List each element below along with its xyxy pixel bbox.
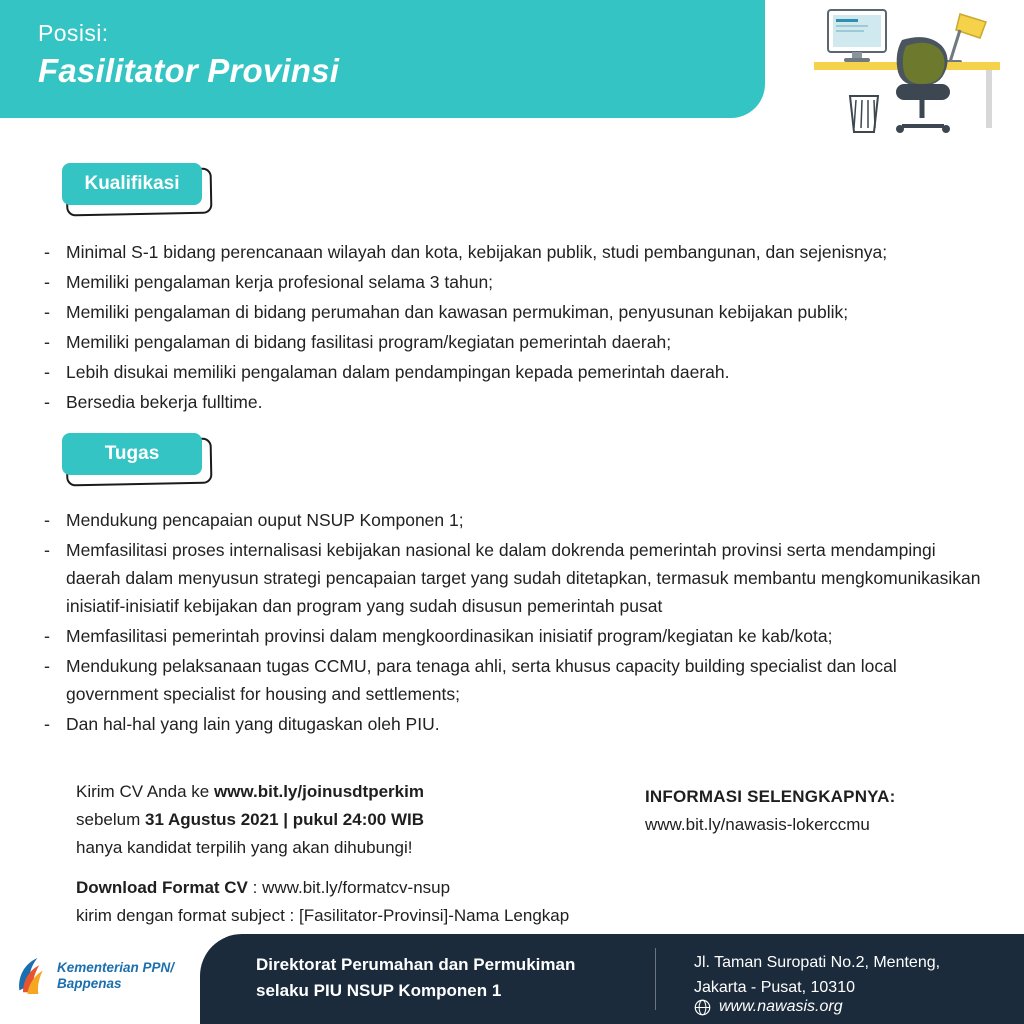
download-cv-link[interactable]: : www.bit.ly/formatcv-nsup	[247, 878, 451, 897]
footer-website[interactable]	[694, 998, 843, 1016]
list-item-text: Mendukung pelaksanaan tugas CCMU, para tenaga ahli, serta khusus capacity building specialist dan local government specialist for housing and settlements;	[66, 656, 897, 704]
list-item-text: Mendukung pencapaian ouput NSUP Komponen 1;	[66, 510, 464, 530]
apply-line-1	[76, 778, 636, 806]
bullet-dash: -	[44, 626, 50, 646]
section-tag-tugas	[62, 433, 212, 487]
list-item	[44, 652, 989, 708]
bullet-dash: -	[44, 362, 50, 382]
section-tag-kualifikasi	[62, 163, 212, 217]
list-item	[44, 710, 989, 738]
list-item-text: Memiliki pengalaman di bidang perumahan dan kawasan permukiman, penyusunan kebijakan publik;	[66, 302, 849, 322]
org-line-2: selaku PIU NSUP Komponen 1	[256, 981, 502, 1000]
footer-dark-band	[200, 934, 1024, 1024]
bullet-dash: -	[44, 392, 50, 412]
bappenas-logo	[14, 954, 174, 998]
list-item-text: Memiliki pengalaman kerja profesional selama 3 tahun;	[66, 272, 494, 292]
globe-icon	[694, 999, 711, 1016]
bullet-dash: -	[44, 332, 50, 352]
position-label: Posisi:	[38, 20, 109, 46]
bullet-dash: -	[44, 302, 50, 322]
apply-line-4	[76, 874, 636, 902]
kualifikasi-list	[44, 238, 1004, 418]
apply-line-5: kirim dengan format subject : [Fasilitator-Provinsi]-Nama Lengkap	[76, 906, 570, 925]
list-item	[44, 506, 989, 534]
deadline-prefix: sebelum	[76, 810, 145, 829]
list-item	[44, 268, 1004, 296]
spacer	[76, 862, 636, 874]
apply-line-2	[76, 806, 636, 834]
bullet-dash: -	[44, 510, 50, 530]
tag-label: Kualifikasi	[62, 163, 202, 205]
address-line-1: Jl. Taman Suropati No.2, Menteng,	[694, 954, 941, 971]
footer-divider	[655, 948, 656, 1010]
desk-illustration-icon	[810, 0, 1010, 140]
list-item-text: Lebih disukai memiliki pengalaman dalam pendampingan kepada pemerintah daerah.	[66, 362, 730, 382]
info-link[interactable]: www.bit.ly/nawasis-lokerccmu	[645, 815, 870, 834]
apply-prefix: Kirim CV Anda ke	[76, 782, 214, 801]
apply-line-3: hanya kandidat terpilih yang akan dihubungi!	[76, 838, 413, 857]
logo-line-1: Kementerian PPN/	[57, 960, 175, 975]
list-item-text: Dan hal-hal yang lain yang ditugaskan oleh PIU.	[66, 714, 440, 734]
download-cv-label: Download Format CV	[76, 878, 248, 897]
bullet-dash: -	[44, 714, 50, 734]
bappenas-logo-text	[57, 960, 174, 992]
list-item	[44, 622, 989, 650]
apply-link[interactable]: www.bit.ly/joinusdtperkim	[213, 782, 424, 801]
bullet-dash: -	[44, 656, 50, 676]
footer-organization	[256, 952, 646, 1004]
info-heading: INFORMASI SELENGKAPNYA:	[645, 787, 896, 806]
bullet-dash: -	[44, 272, 50, 292]
list-item	[44, 536, 989, 620]
list-item-text: Memfasilitasi proses internalisasi kebijakan nasional ke dalam dokrenda pemerintah provinsi serta mendampingi daerah dalam menyusun strategi pencapaian target yang sudah ditetapkan, termasuk membantu mengkomunikasikan inisiatif-inisiatif kebijakan dan program yang sudah disusun pemerintah pusat	[66, 540, 981, 616]
list-item-text: Minimal S-1 bidang perencanaan wilayah dan kota, kebijakan publik, studi pembangunan, dan sejenisnya;	[66, 242, 888, 262]
list-item	[44, 358, 1004, 386]
list-item-text: Memiliki pengalaman di bidang fasilitasi program/kegiatan pemerintah daerah;	[66, 332, 672, 352]
deadline-value: 31 Agustus 2021 | pukul 24:00 WIB	[144, 810, 425, 829]
footer-address	[694, 950, 1024, 1000]
tag-label: Tugas	[62, 433, 202, 475]
list-item	[44, 328, 1004, 356]
position-title: Fasilitator Provinsi	[38, 52, 340, 89]
tugas-list	[44, 506, 989, 740]
footer	[0, 934, 1024, 1024]
bullet-dash: -	[44, 242, 50, 262]
list-item	[44, 298, 1004, 326]
bappenas-mark-icon	[14, 954, 50, 998]
apply-instructions	[76, 778, 636, 930]
address-line-2: Jakarta - Pusat, 10310	[694, 979, 855, 996]
list-item-text: Memfasilitasi pemerintah provinsi dalam mengkoordinasikan inisiatif program/kegiatan ke kab/kota;	[66, 626, 833, 646]
logo-line-2: Bappenas	[57, 976, 122, 991]
more-info	[645, 783, 995, 839]
list-item	[44, 388, 1004, 416]
website-text: www.nawasis.org	[719, 998, 843, 1015]
org-line-1: Direktorat Perumahan dan Permukiman	[256, 955, 576, 974]
header-banner	[0, 0, 765, 118]
bullet-dash: -	[44, 540, 50, 560]
list-item	[44, 238, 1004, 266]
list-item-text: Bersedia bekerja fulltime.	[66, 392, 263, 412]
